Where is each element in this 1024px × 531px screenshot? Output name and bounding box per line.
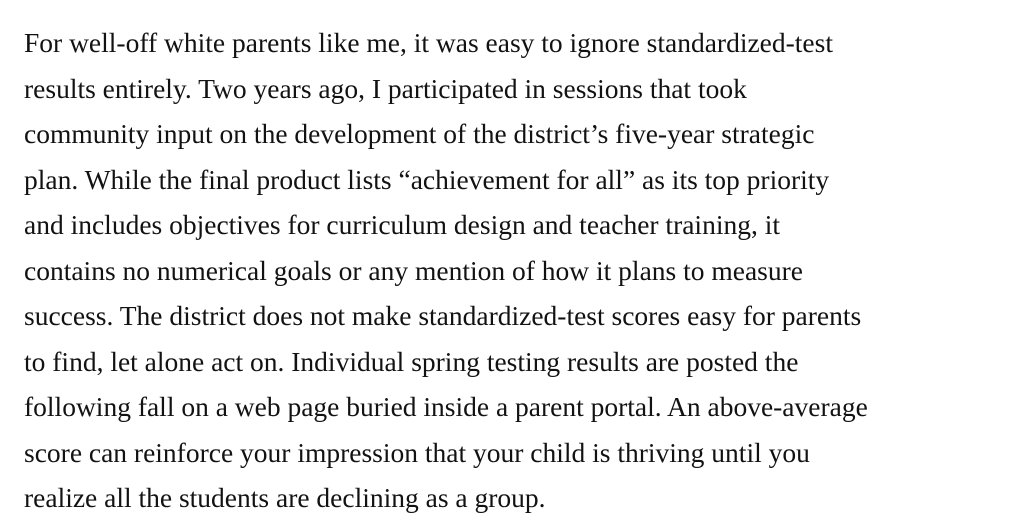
paragraph-line: contains no numerical goals or any mention of how it plans to measure bbox=[24, 254, 803, 286]
paragraph-line: to find, let alone act on. Individual spring testing results are posted the bbox=[24, 345, 799, 377]
paragraph-line: and includes objectives for curriculum design and teacher training, it bbox=[24, 209, 780, 240]
paragraph-line: realize all the students are declining as a group. bbox=[24, 482, 546, 513]
paragraph-line: results entirely. Two years ago, I participated in sessions that took bbox=[24, 72, 747, 104]
article-paragraph bbox=[24, 20, 1024, 521]
paragraph-line: community input on the development of the district’s five-year strategic bbox=[24, 118, 815, 149]
paragraph-line: score can reinforce your impression that your child is thriving until you bbox=[24, 436, 810, 468]
paragraph-line: following fall on a web page buried inside a parent portal. An above-average bbox=[24, 391, 868, 422]
paragraph-line: success. The district does not make standardized-test scores easy for parents bbox=[24, 300, 862, 331]
paragraph-line: plan. While the final product lists “achievement for all” as its top priority bbox=[24, 163, 830, 195]
paragraph-line: For well-off white parents like me, it was easy to ignore standardized-test bbox=[24, 27, 833, 58]
